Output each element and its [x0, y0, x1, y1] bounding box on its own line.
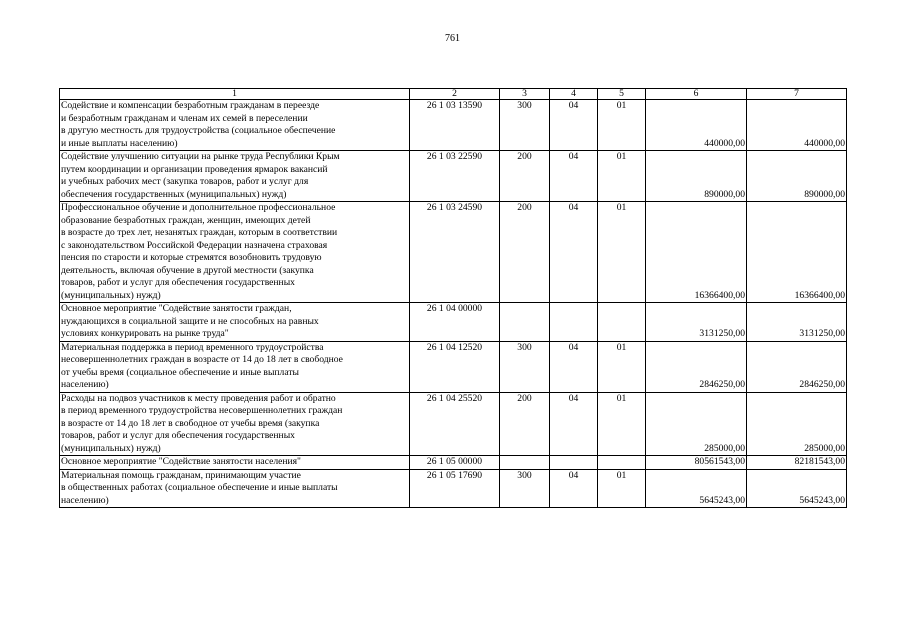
- amount-column-6-cell: 440000,00: [646, 100, 747, 151]
- description-line: в возрасте до трех лет, незанятых граждан, которым в соответствии: [61, 227, 338, 238]
- table-row: [60, 303, 847, 342]
- table-row: [60, 456, 847, 470]
- code-cell: 26 1 05 17690: [410, 469, 500, 508]
- description-line: обеспечения государственных (муниципальных) нужд): [61, 188, 287, 200]
- description-line: деятельность, включая обучение в другой местности (закупка: [61, 264, 314, 276]
- amount-column-6-cell: 890000,00: [646, 151, 747, 202]
- description-line: Содействие и компенсации безработным гражданам в переезде: [61, 100, 320, 111]
- description-line: Материальная помощь гражданам, принимающим участие: [61, 469, 301, 481]
- description-line: и учебных рабочих мест (закупка товаров, работ и услуг для: [61, 176, 309, 187]
- amount-column-7-cell: 890000,00: [747, 151, 847, 202]
- description-line: нуждающихся в социальной защите и не способных на равных: [61, 315, 319, 327]
- column-5-cell: 01: [598, 202, 646, 303]
- description-line: образование безработных граждан, женщин, имеющих детей: [61, 214, 311, 226]
- table-row: [60, 100, 847, 151]
- column-4-cell: 04: [550, 392, 598, 456]
- table-row: [60, 341, 847, 392]
- description-line: населению): [61, 494, 109, 506]
- description-cell: [60, 469, 410, 508]
- description-line: от учебы время (социальное обеспечение и иные выплаты: [61, 366, 299, 378]
- description-cell: [60, 456, 410, 470]
- column-4-cell: 04: [550, 341, 598, 392]
- code-cell: 26 1 04 00000: [410, 303, 500, 342]
- budget-table: [59, 88, 847, 508]
- description-cell: [60, 392, 410, 456]
- amount-column-6-cell: 3131250,00: [646, 303, 747, 342]
- code-cell: 26 1 04 12520: [410, 341, 500, 392]
- column-3-cell: 300: [500, 469, 550, 508]
- description-line: и безработным гражданам и членам их семей в переселении: [61, 112, 308, 124]
- amount-column-6-cell: 2846250,00: [646, 341, 747, 392]
- description-line: в общественных работах (социальное обеспечение и иные выплаты: [61, 482, 338, 493]
- table-row: [60, 151, 847, 202]
- column-4-cell: [550, 303, 598, 342]
- column-4-cell: [550, 456, 598, 470]
- page-number: 761: [445, 33, 460, 44]
- description-cell: [60, 202, 410, 303]
- column-4-cell: 04: [550, 151, 598, 202]
- column-4-cell: 04: [550, 202, 598, 303]
- column-5-cell: 01: [598, 469, 646, 508]
- code-cell: 26 1 04 25520: [410, 392, 500, 456]
- column-5-cell: [598, 303, 646, 342]
- code-cell: 26 1 03 13590: [410, 100, 500, 151]
- amount-column-7-cell: 285000,00: [747, 392, 847, 456]
- description-line: (муниципальных) нужд): [61, 289, 161, 301]
- column-3-cell: [500, 303, 550, 342]
- column-5-cell: 01: [598, 392, 646, 456]
- header-cell: 2: [410, 89, 500, 100]
- amount-column-7-cell: 5645243,00: [747, 469, 847, 508]
- header-cell: 4: [550, 89, 598, 100]
- column-5-cell: 01: [598, 151, 646, 202]
- description-line: Расходы на подвоз участников к месту проведения работ и обратно: [61, 392, 336, 404]
- description-line: в период временного трудоустройства несовершеннолетних граждан: [61, 405, 343, 416]
- header-cell: 1: [60, 89, 410, 100]
- description-line: Профессиональное обучение и дополнительное профессиональное: [61, 202, 336, 213]
- description-line: в возрасте от 14 до 18 лет в свободное от учебы время (закупка: [61, 417, 320, 429]
- header-cell: 6: [646, 89, 747, 100]
- table-row: [60, 202, 847, 303]
- description-cell: [60, 341, 410, 392]
- description-line: с законодательством Российской Федерации назначена страховая: [61, 239, 328, 251]
- description-line: и иные выплаты населению): [61, 137, 178, 149]
- table-header-row: [60, 89, 847, 100]
- column-3-cell: 300: [500, 100, 550, 151]
- table-row: [60, 469, 847, 508]
- amount-column-7-cell: 16366400,00: [747, 202, 847, 303]
- amount-column-6-cell: 80561543,00: [646, 456, 747, 470]
- description-line: Основное мероприятие "Содействие занятости граждан,: [61, 303, 292, 314]
- description-line: товаров, работ и услуг для обеспечения государственных: [61, 430, 295, 441]
- code-cell: 26 1 05 00000: [410, 456, 500, 470]
- description-cell: [60, 151, 410, 202]
- description-line: путем координации и организации проведения ярмарок вакансий: [61, 163, 328, 175]
- description-line: Основное мероприятие "Содействие занятости населения": [61, 456, 301, 467]
- column-3-cell: 200: [500, 392, 550, 456]
- header-cell: 5: [598, 89, 646, 100]
- column-3-cell: 200: [500, 202, 550, 303]
- amount-column-7-cell: 3131250,00: [747, 303, 847, 342]
- amount-column-7-cell: 2846250,00: [747, 341, 847, 392]
- description-line: (муниципальных) нужд): [61, 442, 161, 454]
- description-line: в другую местность для трудоустройства (социальное обеспечение: [61, 125, 336, 136]
- description-cell: [60, 100, 410, 151]
- code-cell: 26 1 03 22590: [410, 151, 500, 202]
- amount-column-6-cell: 285000,00: [646, 392, 747, 456]
- amount-column-7-cell: 440000,00: [747, 100, 847, 151]
- column-3-cell: 300: [500, 341, 550, 392]
- column-3-cell: [500, 456, 550, 470]
- header-cell: 7: [747, 89, 847, 100]
- column-5-cell: 01: [598, 100, 646, 151]
- column-5-cell: [598, 456, 646, 470]
- description-cell: [60, 303, 410, 342]
- table-row: [60, 392, 847, 456]
- description-line: условиях конкурировать на рынке труда": [61, 328, 229, 339]
- code-cell: 26 1 03 24590: [410, 202, 500, 303]
- description-line: Содействие улучшению ситуации на рынке труда Республики Крым: [61, 151, 340, 162]
- description-line: Материальная поддержка в период временного трудоустройства: [61, 341, 324, 353]
- amount-column-6-cell: 5645243,00: [646, 469, 747, 508]
- column-4-cell: 04: [550, 469, 598, 508]
- column-5-cell: 01: [598, 341, 646, 392]
- description-line: пенсия по старости и которые стремятся возобновить трудовую: [61, 252, 322, 263]
- amount-column-6-cell: 16366400,00: [646, 202, 747, 303]
- column-3-cell: 200: [500, 151, 550, 202]
- column-4-cell: 04: [550, 100, 598, 151]
- header-cell: 3: [500, 89, 550, 100]
- description-line: несовершеннолетних граждан в возрасте от 14 до 18 лет в свободное: [61, 354, 343, 365]
- description-line: населению): [61, 379, 109, 390]
- amount-column-7-cell: 82181543,00: [747, 456, 847, 470]
- description-line: товаров, работ и услуг для обеспечения государственных: [61, 277, 295, 288]
